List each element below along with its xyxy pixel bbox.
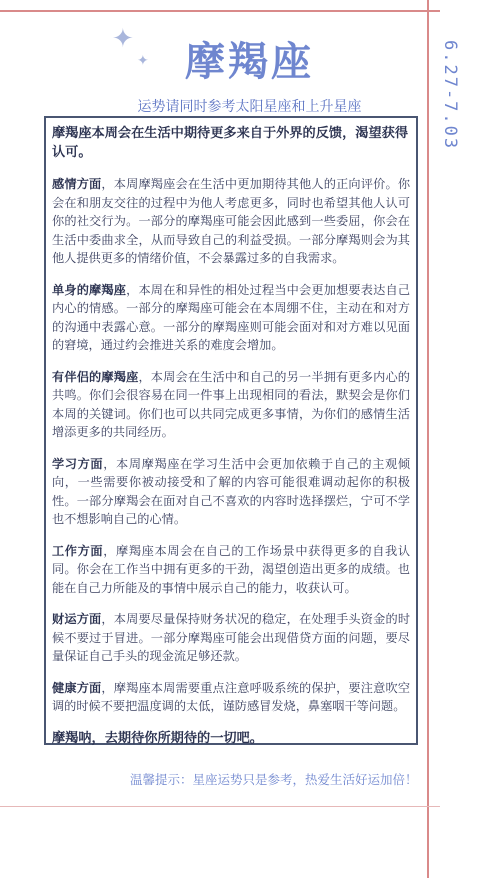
section-body: ，本周会在生活中和自己的另一半拥有更多内心的共鸣。你们会很容易在同一件事上出现相同的看法，默契会是你们本周的关键词。你们也可以共同完成更多事情，为你们的感情生活增添更多的共同经历。 bbox=[52, 369, 410, 439]
section-single bbox=[52, 281, 410, 355]
section-body: ，本周摩羯座会在生活中更加期待其他人的正向评价。你会在和朋友交往的过程中为他人考虑更多，同时也希望其他人认可你的社交行为。一部分的摩羯座可能会因此感到一些委屈，你会在生活中委曲求全，从而导致自己的利益受损。一部分摩羯则会为其他人提供更多的情绪价值，不会暴露过多的自我需求。 bbox=[52, 177, 411, 265]
section-work bbox=[52, 542, 410, 598]
section-body: ，本周在和异性的相处过程当中会更加想要表达自己内心的情感。一部分的摩羯座可能会在本周绷不住，主动在和对方的沟通中表露心意。一部分的摩羯座则可能会面对和对方难以见面的窘境，通过约会推进关系的难度会增加。 bbox=[52, 282, 411, 352]
section-study bbox=[52, 455, 410, 529]
frame-line-right bbox=[427, 0, 429, 878]
subtitle: 运势请同时参考太阳星座和上升星座 bbox=[137, 99, 362, 115]
section-health bbox=[52, 679, 410, 716]
section-partnered bbox=[52, 368, 410, 442]
intro-text: 摩羯座本周会在生活中期待更多来自于外界的反馈，渴望获得认可。 bbox=[52, 126, 409, 160]
section-heading: 工作方面 bbox=[52, 543, 104, 558]
section-love bbox=[52, 175, 410, 268]
section-body: ，本周要尽量保持财务状况的稳定，在处理手头资金的时候不要过于冒进。一部分摩羯座可能会出现借贷方面的问题，要尽量保证自己手头的现金流足够还款。 bbox=[52, 612, 411, 663]
page-title: 摩羯座 bbox=[185, 39, 314, 85]
frame-line-top bbox=[0, 10, 440, 12]
section-body: ，本周摩羯座在学习生活中会更加依赖于自己的主观倾向，一些需要你被动接受和了解的内容可能很难调动起你的积极性。一部分摩羯会在面对自己不喜欢的内容时选择摆烂，宁可不学也不想影响自己的心情。 bbox=[52, 456, 411, 526]
section-heading: 健康方面 bbox=[52, 680, 102, 695]
section-heading: 感情方面 bbox=[52, 177, 102, 191]
section-heading: 单身的摩羯座 bbox=[52, 282, 127, 297]
closing-text: 摩羯呐，去期待你所期待的一切吧。 bbox=[52, 730, 263, 746]
footer-tip: 温馨提示：星座运势只是参考，热爱生活好运加倍！ bbox=[130, 772, 418, 787]
section-heading: 有伴侣的摩羯座 bbox=[52, 369, 139, 384]
date-range: 6.27-7.03 bbox=[440, 40, 460, 151]
sparkle-star-small-icon: ✦ bbox=[137, 53, 149, 69]
section-body: ，摩羯座本周需要重点注意呼吸系统的保护，要注意吹空调的时候不要把温度调的太低，谨防感冒发烧，鼻塞咽干等问题。 bbox=[52, 680, 411, 713]
section-wealth bbox=[52, 610, 410, 666]
section-heading: 学习方面 bbox=[52, 456, 104, 471]
sparkle-star-icon: ✦ bbox=[112, 24, 134, 54]
horoscope-content-box bbox=[44, 116, 418, 745]
section-heading: 财运方面 bbox=[52, 612, 102, 626]
section-body: ，摩羯座本周会在自己的工作场景中获得更多的自我认同。你会在工作当中拥有更多的干劲，渴望创造出更多的成绩。也能在自己力所能及的事情中展示自己的能力，收获认可。 bbox=[52, 543, 411, 595]
frame-line-bottom bbox=[0, 806, 440, 807]
